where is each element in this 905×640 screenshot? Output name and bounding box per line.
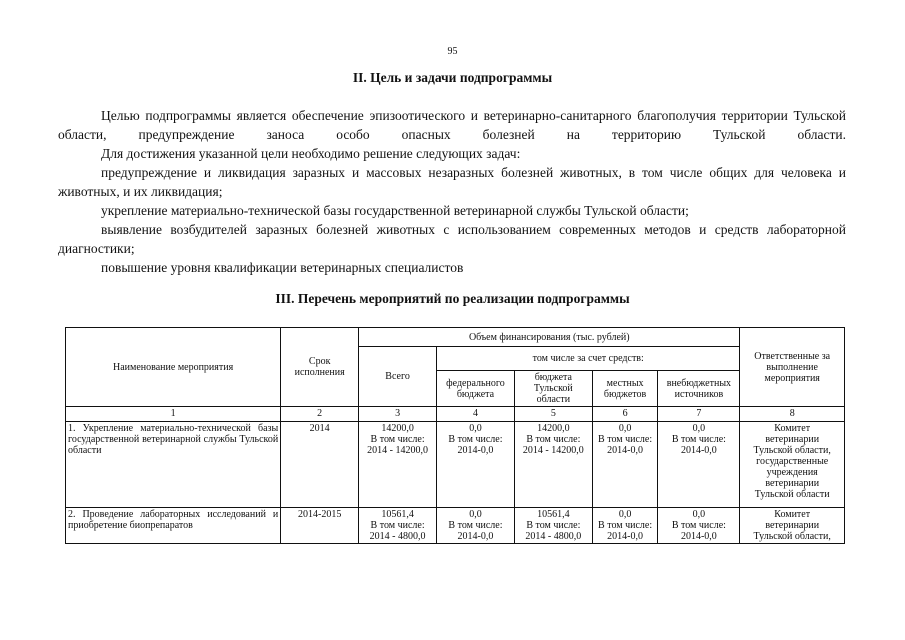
measure-name: 1. Укрепление материально-технической базы государственной ветеринарной службы Тульской области — [66, 422, 281, 508]
extra-cell — [658, 508, 740, 544]
responsible-line: Тульской области — [754, 489, 830, 500]
local-cell — [592, 422, 658, 508]
local-cell — [592, 508, 658, 544]
local-amount: 0,0 — [618, 509, 632, 520]
regional-amount: 14200,0 — [537, 423, 570, 434]
regional-year-amount: 2014 - 4800,0 — [525, 531, 582, 542]
local-year-amount: 2014-0,0 — [607, 445, 644, 456]
total-cell — [359, 508, 437, 544]
responsible-cell — [740, 422, 845, 508]
responsible-line: государственные — [756, 456, 829, 467]
task-paragraph: выявление возбудителей заразных болезней животных с использованием современных методов и средств лабораторной диагностики; — [58, 222, 846, 256]
responsible-line: Тульской области, — [753, 445, 831, 456]
header-term: Срок исполнения — [281, 328, 359, 407]
total-year-amount: 2014 - 14200,0 — [367, 445, 428, 456]
local-amount: 0,0 — [618, 423, 632, 434]
regional-year-amount: 2014 - 14200,0 — [522, 445, 584, 456]
header-including: том числе за счет средств: — [437, 347, 740, 371]
federal-including-label: В том числе: — [448, 434, 503, 445]
responsible-line: Тульской области, — [753, 531, 831, 542]
responsible-line: Комитет — [774, 423, 811, 434]
federal-amount: 0,0 — [469, 423, 482, 434]
federal-year-amount: 2014-0,0 — [457, 445, 494, 456]
extra-including-label: В том числе: — [671, 520, 726, 531]
task-paragraph: укрепление материально-технической базы государственной ветеринарной службы Тульской области; — [101, 203, 689, 218]
responsible-line: ветеринарии — [765, 478, 820, 489]
section-3-title: III. Перечень мероприятий по реализации подпрограммы — [275, 291, 630, 306]
table-row — [66, 508, 845, 544]
federal-cell — [437, 508, 515, 544]
regional-including-label: В том числе: — [526, 520, 581, 531]
header-responsible: Ответственные за выполнение мероприятия — [740, 328, 845, 407]
column-number: 8 — [740, 407, 845, 422]
measure-name: 2. Проведение лабораторных исследований и приобретение биопрепаратов — [66, 508, 281, 544]
column-number: 3 — [359, 407, 437, 422]
goal-paragraph: Целью подпрограммы является обеспечение эпизоотического и ветеринарно-санитарного благополучия территории Тульской области, предупреждение заноса особо опасных болезней на территорию Тульской области. — [58, 108, 846, 142]
regional-amount: 10561,4 — [537, 509, 570, 520]
responsible-line: ветеринарии — [765, 520, 820, 531]
column-number: 4 — [437, 407, 515, 422]
measure-term: 2014 — [281, 422, 359, 508]
extra-amount: 0,0 — [692, 423, 706, 434]
tasks-intro-paragraph: Для достижения указанной цели необходимо решение следующих задач: — [101, 146, 521, 161]
extra-year-amount: 2014-0,0 — [680, 531, 717, 542]
column-number-row — [66, 407, 845, 422]
total-including-label: В том числе: — [370, 520, 425, 531]
regional-including-label: В том числе: — [526, 434, 581, 445]
header-name: Наименование мероприятия — [66, 328, 281, 407]
goals-paragraphs — [58, 106, 846, 277]
extra-including-label: В том числе: — [671, 434, 726, 445]
header-local: местных бюджетов — [592, 371, 658, 407]
header-extra: внебюджетных источников — [658, 371, 740, 407]
task-paragraph: повышение уровня квалификации ветеринарных специалистов — [101, 260, 464, 275]
column-number: 6 — [592, 407, 658, 422]
table-row — [66, 422, 845, 508]
header-financing: Объем финансирования (тыс. рублей) — [359, 328, 740, 347]
task-paragraph: предупреждение и ликвидация заразных и массовых незаразных болезней животных, в том числе общих для человека и животных, и их ликвидация; — [58, 165, 846, 199]
total-including-label: В том числе: — [370, 434, 425, 445]
local-including-label: В том числе: — [598, 520, 653, 531]
extra-amount: 0,0 — [692, 509, 706, 520]
federal-including-label: В том числе: — [448, 520, 503, 531]
responsible-line: ветеринарии — [765, 434, 820, 445]
federal-amount: 0,0 — [469, 509, 482, 520]
federal-year-amount: 2014-0,0 — [457, 531, 494, 542]
header-regional: бюджета Тульской области — [514, 371, 592, 407]
local-year-amount: 2014-0,0 — [607, 531, 644, 542]
local-including-label: В том числе: — [598, 434, 653, 445]
federal-cell — [437, 422, 515, 508]
extra-cell — [658, 422, 740, 508]
responsible-line: Комитет — [774, 509, 811, 520]
column-number: 7 — [658, 407, 740, 422]
regional-cell — [514, 422, 592, 508]
total-amount: 14200,0 — [381, 423, 414, 434]
total-year-amount: 2014 - 4800,0 — [369, 531, 426, 542]
column-number: 5 — [514, 407, 592, 422]
measure-term: 2014-2015 — [281, 508, 359, 544]
section-2-title: II. Цель и задачи подпрограммы — [352, 70, 553, 85]
extra-year-amount: 2014-0,0 — [680, 445, 717, 456]
regional-cell — [514, 508, 592, 544]
column-number: 2 — [281, 407, 359, 422]
column-number: 1 — [66, 407, 281, 422]
header-total: Всего — [359, 347, 437, 407]
header-federal: федерального бюджета — [437, 371, 515, 407]
total-cell — [359, 422, 437, 508]
measures-table — [65, 327, 845, 544]
responsible-line: учреждения — [766, 467, 818, 478]
total-amount: 10561,4 — [381, 509, 414, 520]
page-number: 95 — [447, 46, 458, 57]
responsible-cell — [740, 508, 845, 544]
